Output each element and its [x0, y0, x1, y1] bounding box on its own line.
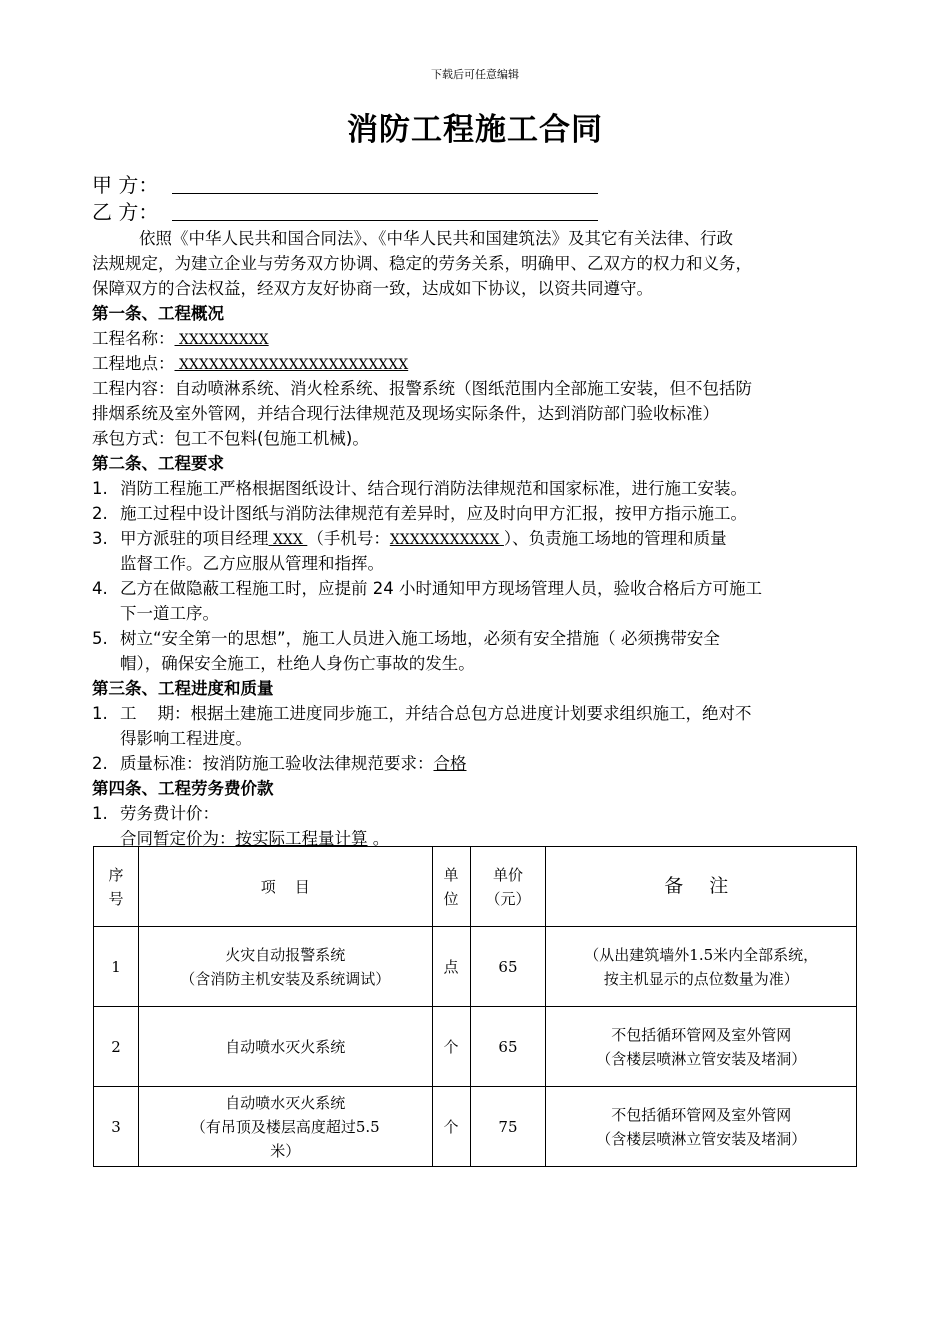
header-unit-line: 单: [443, 865, 459, 884]
header-no: [94, 847, 139, 927]
header-remark-label: 备 注: [664, 875, 739, 897]
cell-no: 2: [94, 1007, 139, 1087]
project-site-value: XXXXXXXXXXXXXXXXXXXXXXX: [174, 357, 409, 373]
article-1-heading: 第一条、工程概况: [92, 304, 224, 323]
cell-remark-line: （从出建筑墙外1.5米内全部系统，: [584, 945, 819, 964]
table-row: [94, 1007, 857, 1087]
list-number: 2.: [92, 754, 108, 773]
header-price-line: （元）: [485, 889, 531, 908]
header-price: [470, 847, 546, 927]
price-value: 按实际工程量计算: [235, 829, 368, 848]
preamble-line: 法规规定，为建立企业与劳务双方协调、稳定的劳务关系，明确甲、乙双方的权力和义务，: [92, 254, 752, 273]
list-item: [92, 501, 860, 526]
price-suffix: 。: [367, 829, 390, 848]
list-text: 质量标准：按消防施工验收法律规范要求：: [120, 754, 434, 773]
header-no-line: 序: [108, 865, 124, 884]
cell-item-line: （有吊顶及楼层高度超过5.5: [190, 1117, 380, 1136]
manager-value: XXX: [268, 532, 308, 548]
fee-table: [93, 846, 857, 1167]
contract-mode: 承包方式：包工不包料(包施工机械)。: [92, 429, 369, 448]
cell-unit: 点: [432, 927, 470, 1007]
project-name-label: 工程名称：: [92, 329, 175, 348]
cell-price: 75: [470, 1087, 546, 1167]
list-item: [92, 526, 860, 551]
header-no-line: 号: [108, 889, 124, 908]
list-number: 2.: [92, 504, 108, 523]
cell-remark: [546, 927, 857, 1007]
cell-remark-line: 不包括循环管网及室外管网: [611, 1025, 792, 1044]
cell-no: 3: [94, 1087, 139, 1167]
project-name-value: XXXXXXXXX: [174, 332, 269, 348]
cell-no: 1: [94, 927, 139, 1007]
list-text: ）、负责施工场地的管理和质量: [503, 529, 727, 548]
cell-price: 65: [470, 1007, 546, 1087]
party-b-line: [92, 199, 860, 226]
cell-item: [138, 1087, 432, 1167]
party-a-line: [92, 172, 860, 199]
list-item-continuation: 监督工作。乙方应服从管理和指挥。: [120, 554, 384, 573]
header-remark: [546, 847, 857, 927]
list-item-continuation: 帽），确保安全施工，杜绝人身伤亡事故的发生。: [120, 654, 475, 673]
list-text: （手机号：: [307, 529, 390, 548]
list-text: 劳务费计价：: [120, 804, 219, 823]
project-site-line: [92, 351, 860, 376]
cell-remark: [546, 1087, 857, 1167]
cell-item-line: 自动喷水灭火系统: [225, 1037, 346, 1056]
party-b-label: 乙 方：: [92, 200, 159, 224]
article-4-heading: 第四条、工程劳务费价款: [92, 779, 274, 798]
header-price-line: 单价: [492, 865, 523, 884]
cell-remark-line: （含楼层喷淋立管安装及堵洞）: [596, 1129, 807, 1148]
cell-remark-line: 不包括循环管网及室外管网: [611, 1105, 792, 1124]
article-2-heading: 第二条、工程要求: [92, 454, 224, 473]
header-unit: [432, 847, 470, 927]
list-item-continuation: 得影响工程进度。: [120, 729, 252, 748]
article-3-heading: 第三条、工程进度和质量: [92, 679, 274, 698]
cell-unit: 个: [432, 1007, 470, 1087]
list-item: [92, 801, 860, 826]
list-text: 消防工程施工严格根据图纸设计、结合现行消防法律规范和国家标准，进行施工安装。: [120, 479, 747, 498]
quality-value: 合格: [433, 754, 467, 773]
list-item: [92, 751, 860, 776]
cell-item-line: 米）: [270, 1141, 301, 1160]
cell-item: [138, 927, 432, 1007]
party-a-blank: [172, 173, 598, 194]
cell-remark-line: （含楼层喷淋立管安装及堵洞）: [596, 1049, 807, 1068]
list-number: 1.: [92, 704, 108, 723]
list-number: 5.: [92, 629, 108, 648]
list-item-continuation: 下一道工序。: [120, 604, 219, 623]
list-text: 乙方在做隐蔽工程施工时，应提前 24 小时通知甲方现场管理人员，验收合格后方可施工: [120, 579, 762, 598]
list-item: [92, 476, 860, 501]
table-row: [94, 927, 857, 1007]
contract-body: [92, 172, 860, 851]
header-note: 下载后可任意编辑: [431, 68, 519, 81]
list-item: [92, 626, 860, 651]
cell-item-line: 火灾自动报警系统: [225, 945, 346, 964]
list-item: [92, 576, 860, 601]
cell-remark: [546, 1007, 857, 1087]
project-content-line: 排烟系统及室外管网，并结合现行法律规范及现场实际条件，达到消防部门验收标准）: [92, 404, 719, 423]
project-name-line: [92, 326, 860, 351]
cell-item-line: （含消防主机安装及系统调试）: [180, 969, 391, 988]
party-a-label: 甲 方：: [92, 173, 159, 197]
cell-price: 65: [470, 927, 546, 1007]
preamble-line: 依照《中华人民共和国合同法》、《中华人民共和国建筑法》及其它有关法律、行政: [139, 229, 733, 248]
preamble-line: 保障双方的合法权益，经双方友好协商一致，达成如下协议，以资共同遵守。: [92, 279, 653, 298]
project-site-label: 工程地点：: [92, 354, 175, 373]
list-number: 1.: [92, 804, 108, 823]
list-item: [92, 701, 860, 726]
header-unit-line: 位: [443, 889, 459, 908]
list-text: 工 期：根据土建施工进度同步施工，并结合总包方总进度计划要求组织施工，绝对不: [120, 704, 752, 723]
project-content-line: 工程内容：自动喷淋系统、消火栓系统、报警系统（图纸范围内全部施工安装，但不包括防: [92, 379, 752, 398]
document-title: 消防工程施工合同: [347, 112, 603, 148]
header-item-label: 项 目: [260, 877, 310, 896]
list-number: 3.: [92, 529, 108, 548]
party-b-blank: [172, 200, 598, 221]
list-text: 施工过程中设计图纸与消防法律规范有差异时，应及时向甲方汇报，按甲方指示施工。: [120, 504, 747, 523]
cell-item-line: 自动喷水灭火系统: [225, 1093, 346, 1112]
cell-item: [138, 1007, 432, 1087]
cell-unit: 个: [432, 1087, 470, 1167]
list-number: 1.: [92, 479, 108, 498]
list-text: 树立“安全第一的思想”，施工人员进入施工场地，必须有安全措施（ 必须携带安全: [120, 629, 720, 648]
header-item: [138, 847, 432, 927]
phone-value: XXXXXXXXXXX: [389, 532, 504, 548]
price-label: 合同暂定价为：: [120, 829, 236, 848]
cell-remark-line: 按主机显示的点位数量为准）: [603, 969, 799, 988]
list-number: 4.: [92, 579, 108, 598]
table-row: [94, 1087, 857, 1167]
list-text: 甲方派驻的项目经理: [120, 529, 269, 548]
table-header-row: [94, 847, 857, 927]
